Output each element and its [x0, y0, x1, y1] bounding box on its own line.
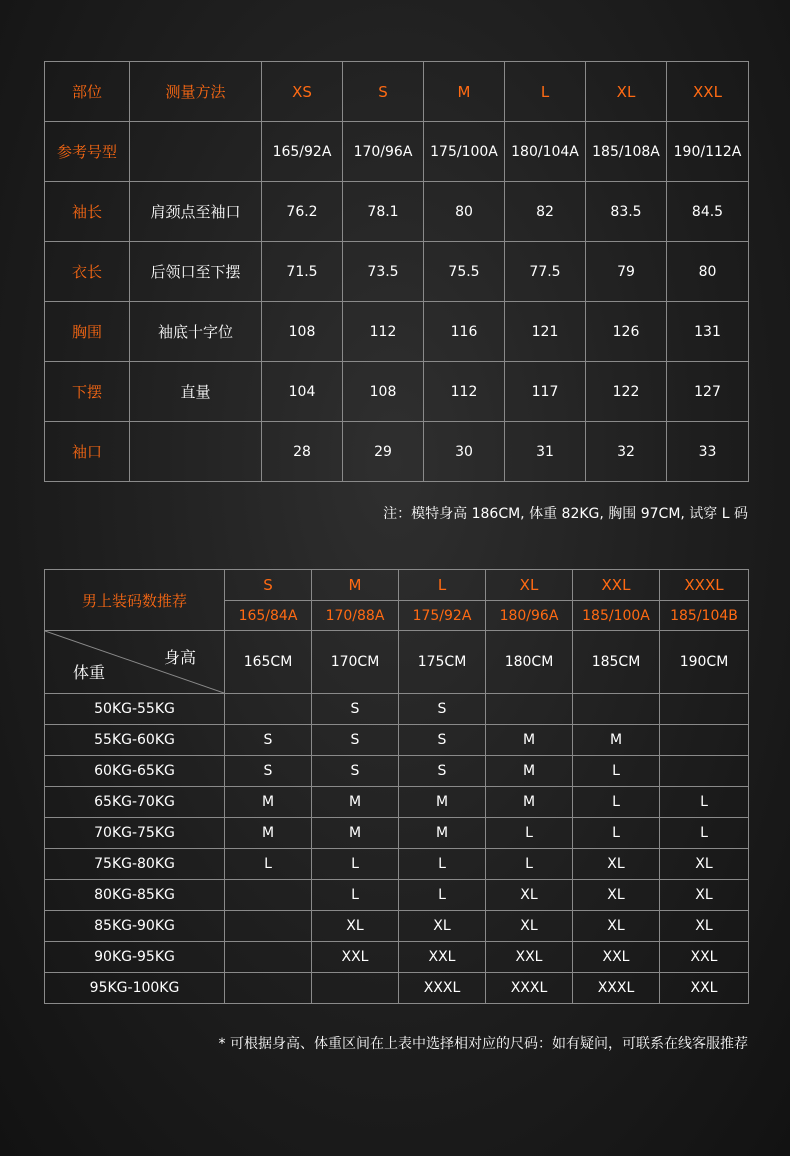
recommend-cell: L [573, 787, 660, 818]
size-table-row [45, 362, 749, 422]
recommend-cell: XXL [573, 942, 660, 973]
recommend-data-row [45, 880, 749, 911]
recommend-cell: XL [573, 911, 660, 942]
recommend-cell: XXL [660, 973, 749, 1004]
ref-label: 180/96A [486, 601, 573, 631]
weight-range: 80KG-85KG [45, 880, 225, 911]
recommend-cell: L [399, 880, 486, 911]
ref-label: 185/104B [660, 601, 749, 631]
recommend-cell: M [573, 725, 660, 756]
weight-axis-label: 体重 [73, 663, 106, 682]
recommend-cell [660, 694, 749, 725]
weight-range: 70KG-75KG [45, 818, 225, 849]
height-value: 165CM [225, 631, 312, 694]
row-part: 袖口 [45, 422, 130, 482]
cell-value: 175/100A [424, 122, 505, 182]
cell-value: 117 [505, 362, 586, 422]
size-recommendation-table [44, 569, 749, 1004]
recommend-cell: XXXL [399, 973, 486, 1004]
recommend-cell: L [312, 880, 399, 911]
size-measurement-table [44, 61, 749, 482]
diagonal-divider [45, 631, 224, 693]
ref-label: 170/88A [312, 601, 399, 631]
recommend-cell: XL [573, 880, 660, 911]
cell-value: 30 [424, 422, 505, 482]
size-table-row [45, 242, 749, 302]
cell-value: 165/92A [262, 122, 343, 182]
cell-value: 78.1 [343, 182, 424, 242]
row-part: 下摆 [45, 362, 130, 422]
recommend-cell: XXL [312, 942, 399, 973]
weight-range: 60KG-65KG [45, 756, 225, 787]
recommend-data-row [45, 849, 749, 880]
recommend-cell: XL [660, 911, 749, 942]
recommend-cell: M [399, 787, 486, 818]
diagonal-header-cell [45, 631, 225, 694]
size-label: XXL [573, 570, 660, 601]
row-part: 袖长 [45, 182, 130, 242]
recommend-cell: XXXL [486, 973, 573, 1004]
recommend-cell: M [399, 818, 486, 849]
recommend-cell: S [399, 694, 486, 725]
cell-value: 131 [667, 302, 749, 362]
header-size-xxl: XXL [667, 62, 749, 122]
recommend-cell: XXL [486, 942, 573, 973]
weight-range: 75KG-80KG [45, 849, 225, 880]
cell-value: 29 [343, 422, 424, 482]
recommend-data-row [45, 818, 749, 849]
size-label: S [225, 570, 312, 601]
recommend-size-row [45, 570, 749, 601]
row-method [130, 422, 262, 482]
recommend-cell [225, 911, 312, 942]
height-value: 190CM [660, 631, 749, 694]
cell-value: 71.5 [262, 242, 343, 302]
row-part: 衣长 [45, 242, 130, 302]
height-value: 175CM [399, 631, 486, 694]
size-table-row [45, 182, 749, 242]
cell-value: 76.2 [262, 182, 343, 242]
row-method: 肩颈点至袖口 [130, 182, 262, 242]
cell-value: 104 [262, 362, 343, 422]
recommend-cell [573, 694, 660, 725]
weight-range: 50KG-55KG [45, 694, 225, 725]
recommend-cell [660, 756, 749, 787]
recommend-cell: S [312, 725, 399, 756]
recommend-note: * 可根据身高、体重区间在上表中选择相对应的尺码：如有疑问，可联系在线客服推荐 [218, 1036, 748, 1052]
recommend-cell: L [399, 849, 486, 880]
row-part: 胸围 [45, 302, 130, 362]
cell-value: 126 [586, 302, 667, 362]
height-axis-label: 身高 [163, 648, 196, 667]
header-size-l: L [505, 62, 586, 122]
recommend-cell: S [312, 694, 399, 725]
recommend-cell: XXL [660, 942, 749, 973]
recommend-cell: XXXL [573, 973, 660, 1004]
weight-range: 95KG-100KG [45, 973, 225, 1004]
cell-value: 127 [667, 362, 749, 422]
recommend-data-row [45, 911, 749, 942]
recommend-cell: M [486, 756, 573, 787]
cell-value: 121 [505, 302, 586, 362]
recommend-cell [225, 694, 312, 725]
cell-value: 82 [505, 182, 586, 242]
recommend-cell [486, 694, 573, 725]
weight-range: 90KG-95KG [45, 942, 225, 973]
recommend-cell: XL [486, 911, 573, 942]
size-table-header-row [45, 62, 749, 122]
size-table-row [45, 422, 749, 482]
cell-value: 112 [424, 362, 505, 422]
recommend-cell: XXL [399, 942, 486, 973]
size-label: XXXL [660, 570, 749, 601]
row-method: 后领口至下摆 [130, 242, 262, 302]
recommend-height-row [45, 631, 749, 694]
cell-value: 31 [505, 422, 586, 482]
cell-value: 108 [343, 362, 424, 422]
cell-value: 80 [667, 242, 749, 302]
recommend-cell: M [486, 725, 573, 756]
recommend-cell [225, 942, 312, 973]
cell-value: 170/96A [343, 122, 424, 182]
recommend-cell: XL [486, 880, 573, 911]
recommend-cell: S [399, 756, 486, 787]
recommend-cell: XL [399, 911, 486, 942]
cell-value: 75.5 [424, 242, 505, 302]
cell-value: 83.5 [586, 182, 667, 242]
recommend-cell: L [486, 818, 573, 849]
row-part: 参考号型 [45, 122, 130, 182]
cell-value: 116 [424, 302, 505, 362]
row-method: 直量 [130, 362, 262, 422]
cell-value: 185/108A [586, 122, 667, 182]
cell-value: 79 [586, 242, 667, 302]
recommend-cell: M [225, 818, 312, 849]
recommend-cell: L [573, 818, 660, 849]
ref-label: 175/92A [399, 601, 486, 631]
recommend-data-row [45, 694, 749, 725]
row-method: 袖底十字位 [130, 302, 262, 362]
recommend-cell: M [312, 787, 399, 818]
cell-value: 32 [586, 422, 667, 482]
ref-label: 185/100A [573, 601, 660, 631]
recommend-cell [660, 725, 749, 756]
header-method: 测量方法 [130, 62, 262, 122]
recommend-cell: L [486, 849, 573, 880]
recommend-data-row [45, 942, 749, 973]
height-value: 185CM [573, 631, 660, 694]
recommend-cell [312, 973, 399, 1004]
size-label: M [312, 570, 399, 601]
cell-value: 112 [343, 302, 424, 362]
model-note: 注：模特身高 186CM, 体重 82KG, 胸围 97CM, 试穿 L 码 [383, 506, 748, 522]
recommend-cell: XL [660, 849, 749, 880]
cell-value: 80 [424, 182, 505, 242]
weight-range: 55KG-60KG [45, 725, 225, 756]
cell-value: 77.5 [505, 242, 586, 302]
cell-value: 122 [586, 362, 667, 422]
recommend-cell: M [312, 818, 399, 849]
cell-value: 28 [262, 422, 343, 482]
recommend-cell: L [660, 818, 749, 849]
recommend-cell: L [225, 849, 312, 880]
size-table-row [45, 122, 749, 182]
recommend-cell: L [312, 849, 399, 880]
recommend-cell: S [225, 725, 312, 756]
recommend-cell: XL [660, 880, 749, 911]
size-label: L [399, 570, 486, 601]
recommend-data-row [45, 725, 749, 756]
cell-value: 33 [667, 422, 749, 482]
recommend-cell: M [225, 787, 312, 818]
header-size-m: M [424, 62, 505, 122]
recommend-cell: S [399, 725, 486, 756]
recommend-cell: XL [573, 849, 660, 880]
header-size-xl: XL [586, 62, 667, 122]
recommend-cell [225, 973, 312, 1004]
cell-value: 180/104A [505, 122, 586, 182]
cell-value: 108 [262, 302, 343, 362]
weight-range: 85KG-90KG [45, 911, 225, 942]
row-method [130, 122, 262, 182]
size-table-row [45, 302, 749, 362]
cell-value: 84.5 [667, 182, 749, 242]
ref-label: 165/84A [225, 601, 312, 631]
recommend-data-row [45, 756, 749, 787]
header-size-s: S [343, 62, 424, 122]
recommend-cell: XL [312, 911, 399, 942]
header-part: 部位 [45, 62, 130, 122]
recommend-cell: L [660, 787, 749, 818]
height-value: 170CM [312, 631, 399, 694]
recommend-data-row [45, 787, 749, 818]
weight-range: 65KG-70KG [45, 787, 225, 818]
recommend-cell: S [225, 756, 312, 787]
recommend-cell: S [312, 756, 399, 787]
recommend-title: 男上装码数推荐 [45, 570, 225, 631]
cell-value: 73.5 [343, 242, 424, 302]
size-label: XL [486, 570, 573, 601]
recommend-data-row [45, 973, 749, 1004]
recommend-cell: L [573, 756, 660, 787]
height-value: 180CM [486, 631, 573, 694]
recommend-cell: M [486, 787, 573, 818]
cell-value: 190/112A [667, 122, 749, 182]
header-size-xs: XS [262, 62, 343, 122]
recommend-cell [225, 880, 312, 911]
